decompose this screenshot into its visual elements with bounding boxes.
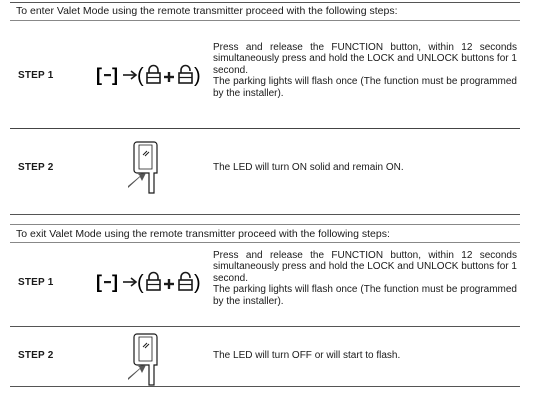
rule-enter-bottom: [10, 214, 520, 215]
led-hand-icon: [128, 332, 166, 393]
exit-step1-label: STEP 1: [18, 277, 54, 288]
function-then-lock-plus-unlock-icon: [95, 269, 205, 300]
enter-step1-label: STEP 1: [18, 70, 54, 81]
rule-above-exit-intro: [10, 224, 520, 225]
rule-bottom: [10, 386, 520, 387]
rule-exit-step-separator: [10, 326, 520, 327]
svg-text:[: [: [96, 65, 102, 85]
enter-step1-line1: Press and release the FUNCTION button, within 12 seconds simultaneously press and hold the LOCK and UNLOCK buttons for 1 second.: [213, 42, 517, 76]
svg-text:]: ]: [112, 65, 118, 85]
enter-step2-description: [213, 162, 517, 173]
svg-text:(: (: [137, 65, 144, 87]
rule-top: [10, 2, 520, 3]
enter-intro: To enter Valet Mode using the remote transmitter proceed with the following steps:: [16, 5, 398, 17]
exit-step1-line2: The parking lights will flash once (The function must be programmed by the installer).: [213, 284, 517, 307]
enter-step1-description: [213, 42, 517, 99]
exit-intro: To exit Valet Mode using the remote transmitter proceed with the following steps:: [16, 228, 390, 240]
exit-step1-description: [213, 250, 517, 307]
exit-step2-label: STEP 2: [18, 350, 54, 361]
svg-text:(: (: [137, 272, 144, 294]
svg-text:[: [: [96, 272, 102, 292]
enter-step2-label: STEP 2: [18, 162, 54, 173]
enter-step1-line2: The parking lights will flash once (The function must be programmed by the installer).: [213, 76, 517, 99]
svg-text:): ): [194, 65, 201, 87]
svg-text:): ): [194, 272, 201, 294]
exit-step2-description: [213, 350, 517, 361]
exit-step1-line1: Press and release the FUNCTION button, within 12 seconds simultaneously press and hold the LOCK and UNLOCK buttons for 1 second.: [213, 250, 517, 284]
enter-step2-line1: The LED will turn ON solid and remain ON.: [213, 162, 404, 173]
rule-enter-step-separator: [10, 128, 520, 129]
rule-under-enter-intro: [10, 20, 520, 21]
function-then-lock-plus-unlock-icon: [95, 62, 205, 93]
exit-step2-line1: The LED will turn OFF or will start to flash.: [213, 350, 401, 361]
led-hand-icon: [128, 140, 166, 201]
svg-text:]: ]: [112, 272, 118, 292]
rule-under-exit-intro: [10, 242, 520, 243]
